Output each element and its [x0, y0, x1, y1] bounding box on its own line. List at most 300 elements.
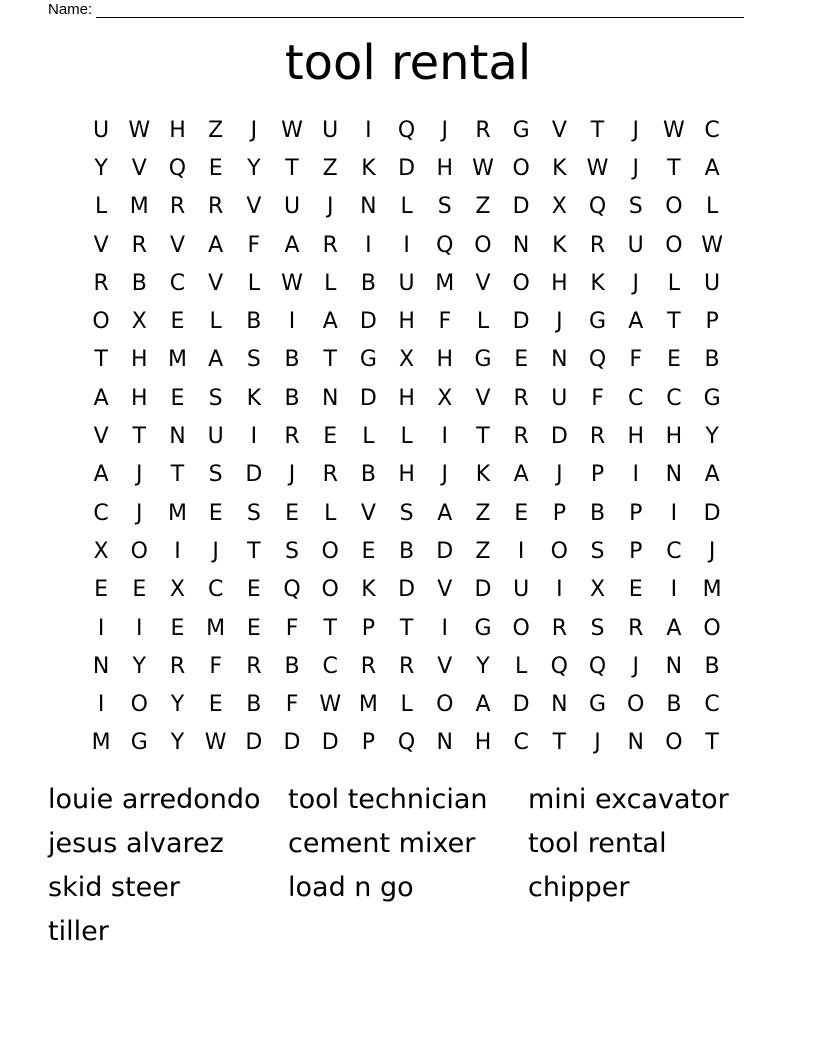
grid-letter: S	[246, 500, 261, 526]
grid-letter: Z	[475, 538, 491, 564]
grid-letter: Y	[132, 653, 146, 679]
grid-letter: H	[169, 117, 186, 143]
word-list-item: jesus alvarez	[48, 828, 224, 859]
grid-letter: G	[589, 692, 607, 718]
grid-letter: R	[169, 653, 186, 679]
grid-letter: W	[281, 117, 303, 143]
grid-letter: R	[322, 232, 338, 258]
grid-letter: Q	[397, 117, 416, 143]
grid-letter: H	[627, 424, 644, 450]
grid-letter: L	[705, 194, 719, 220]
word-list-item: cement mixer	[288, 828, 476, 859]
grid-letter: X	[399, 347, 415, 373]
grid-letter: D	[512, 309, 530, 335]
grid-letter: U	[93, 117, 110, 143]
grid-letter: Z	[322, 155, 338, 181]
grid-letter: A	[208, 232, 224, 258]
grid-letter: V	[437, 577, 453, 603]
grid-letter: G	[130, 730, 148, 756]
grid-letter: E	[170, 385, 185, 411]
grid-letter: R	[513, 424, 529, 450]
grid-letter: K	[361, 577, 376, 603]
grid-letter: L	[476, 309, 490, 335]
grid-letter: I	[556, 577, 563, 603]
grid-letter: I	[365, 117, 372, 143]
grid-letter: Q	[588, 194, 607, 220]
grid-letter: A	[513, 462, 529, 488]
grid-letter: L	[515, 653, 528, 679]
grid-letter: C	[169, 270, 186, 296]
grid-letter: J	[708, 538, 716, 564]
grid-letter: T	[476, 424, 490, 450]
grid-letter: V	[437, 653, 453, 679]
grid-letter: N	[436, 730, 454, 756]
grid-letter: T	[667, 155, 681, 181]
grid-letter: J	[556, 309, 563, 335]
grid-letter: L	[400, 424, 413, 450]
grid-letter: E	[666, 347, 681, 373]
grid-letter: D	[245, 462, 263, 488]
grid-letter: T	[590, 117, 605, 143]
grid-letter: E	[285, 500, 299, 526]
grid-letter: O	[512, 270, 530, 296]
grid-letter: B	[131, 270, 147, 296]
grid-letter: R	[360, 653, 377, 679]
word-list-item: louie arredondo	[48, 784, 261, 815]
grid-letter: N	[665, 462, 683, 488]
grid-letter: J	[594, 730, 601, 756]
grid-letter: Q	[397, 730, 416, 756]
grid-letter: R	[475, 117, 491, 143]
grid-letter: I	[403, 232, 410, 258]
grid-letter: U	[398, 270, 415, 296]
grid-letter: X	[169, 577, 185, 603]
grid-letter: U	[627, 232, 644, 258]
grid-letter: T	[247, 538, 261, 564]
word-list-item: chipper	[528, 872, 630, 903]
grid-letter: D	[321, 730, 339, 756]
grid-letter: E	[132, 577, 147, 603]
grid-letter: M	[435, 270, 455, 296]
grid-letter: K	[552, 155, 567, 181]
grid-letter: W	[472, 155, 494, 181]
grid-letter: R	[589, 232, 606, 258]
grid-letter: W	[319, 692, 342, 718]
grid-letter: V	[475, 385, 491, 411]
grid-letter: D	[512, 692, 530, 718]
grid-letter: D	[245, 730, 263, 756]
grid-letter: U	[551, 385, 568, 411]
grid-letter: L	[209, 309, 222, 335]
grid-letter: G	[359, 347, 377, 373]
grid-letter: V	[93, 424, 109, 450]
grid-letter: I	[97, 692, 105, 718]
grid-letter: C	[704, 692, 720, 718]
grid-letter: E	[208, 500, 223, 526]
grid-letter: X	[551, 194, 567, 220]
grid-letter: M	[129, 194, 149, 220]
name-label: Name:	[48, 1, 93, 18]
grid-letter: N	[92, 653, 110, 679]
grid-letter: J	[632, 270, 639, 296]
grid-letter: U	[207, 424, 224, 450]
grid-letter: X	[589, 577, 606, 603]
grid-letter: S	[208, 462, 223, 488]
grid-letter: C	[207, 577, 224, 603]
grid-letter: O	[550, 538, 568, 564]
grid-letter: J	[556, 462, 563, 488]
grid-letter: W	[586, 155, 609, 181]
grid-letter: M	[358, 692, 378, 718]
grid-letter: I	[632, 462, 639, 488]
grid-letter: U	[322, 117, 339, 143]
grid-letter: M	[167, 347, 187, 373]
grid-letter: K	[552, 232, 567, 258]
grid-letter: R	[628, 615, 644, 641]
grid-letter: R	[93, 270, 109, 296]
grid-letter: J	[441, 462, 449, 488]
grid-letter: M	[91, 730, 111, 756]
grid-letter: X	[93, 538, 109, 564]
grid-letter: J	[441, 117, 449, 143]
grid-letter: I	[365, 232, 372, 258]
grid-letter: L	[667, 270, 681, 296]
grid-letter: T	[552, 730, 567, 756]
grid-letter: D	[512, 194, 530, 220]
grid-letter: B	[284, 347, 300, 373]
grid-letter: V	[360, 500, 376, 526]
grid-letter: L	[324, 270, 337, 296]
grid-letter: W	[701, 232, 723, 258]
grid-letter: S	[208, 385, 223, 411]
grid-letter: F	[629, 347, 643, 373]
grid-letter: I	[517, 538, 525, 564]
grid-letter: T	[399, 615, 414, 641]
grid-letter: D	[550, 424, 568, 450]
grid-letter: J	[632, 653, 639, 679]
word-list-item: load n go	[288, 872, 414, 903]
grid-letter: D	[398, 577, 416, 603]
grid-letter: Y	[170, 730, 185, 756]
grid-letter: P	[629, 500, 643, 526]
page-title: tool rental	[284, 35, 532, 91]
grid-letter: I	[441, 424, 449, 450]
grid-letter: E	[94, 577, 109, 603]
grid-letter: S	[285, 538, 300, 564]
grid-letter: P	[361, 615, 376, 641]
grid-letter: H	[665, 424, 683, 450]
grid-letter: T	[323, 615, 337, 641]
grid-letter: O	[512, 615, 530, 641]
grid-letter: D	[359, 385, 377, 411]
grid-letter: X	[437, 385, 453, 411]
word-list	[48, 778, 768, 954]
grid-letter: D	[436, 538, 454, 564]
grid-letter: Z	[475, 194, 491, 220]
grid-letter: J	[288, 462, 296, 488]
grid-letter: Y	[247, 155, 261, 181]
grid-letter: W	[663, 117, 685, 143]
grid-letter: H	[398, 385, 415, 411]
word-list-item: tool technician	[288, 784, 488, 815]
grid-letter: D	[474, 577, 492, 603]
grid-letter: Y	[170, 692, 185, 718]
grid-letter: O	[321, 577, 339, 603]
grid-letter: S	[246, 347, 261, 373]
grid-letter: L	[324, 500, 337, 526]
grid-letter: T	[285, 155, 299, 181]
grid-letter: E	[208, 155, 223, 181]
grid-letter: L	[400, 692, 413, 718]
grid-letter: O	[436, 692, 454, 718]
grid-letter: I	[250, 424, 258, 450]
grid-letter: I	[670, 500, 678, 526]
grid-letter: V	[246, 194, 262, 220]
grid-letter: C	[322, 653, 338, 679]
grid-letter: B	[704, 347, 720, 373]
grid-letter: U	[283, 194, 301, 220]
grid-letter: L	[94, 194, 108, 220]
grid-letter: N	[551, 692, 568, 718]
grid-letter: U	[513, 577, 530, 603]
grid-letter: C	[666, 385, 682, 411]
grid-letter: A	[666, 615, 682, 641]
grid-letter: F	[285, 692, 299, 718]
grid-letter: Q	[588, 653, 607, 679]
grid-letter: R	[322, 462, 338, 488]
grid-letter: I	[136, 615, 143, 641]
grid-letter: B	[360, 270, 376, 296]
grid-letter: I	[97, 615, 105, 641]
grid-letter: V	[93, 232, 109, 258]
name-field	[48, 0, 744, 18]
grid-letter: H	[398, 462, 415, 488]
grid-letter: N	[512, 232, 530, 258]
grid-letter: K	[246, 385, 262, 411]
grid-letter: V	[475, 270, 491, 296]
grid-letter: S	[590, 538, 605, 564]
grid-letter: L	[362, 424, 375, 450]
grid-letter: V	[131, 155, 147, 181]
grid-letter: F	[438, 309, 452, 335]
grid-letter: J	[136, 462, 143, 488]
grid-letter: A	[628, 309, 644, 335]
grid-letter: J	[136, 500, 143, 526]
grid-letter: R	[589, 424, 606, 450]
grid-letter: F	[285, 615, 299, 641]
grid-letter: F	[247, 232, 261, 258]
grid-letter: A	[437, 500, 453, 526]
grid-letter: C	[666, 538, 682, 564]
grid-letter: V	[208, 270, 224, 296]
grid-letter: M	[206, 615, 226, 641]
word-list-item: tool rental	[528, 828, 667, 859]
grid-letter: R	[208, 194, 224, 220]
grid-letter: T	[132, 424, 146, 450]
grid-letter: O	[474, 232, 492, 258]
grid-letter: M	[702, 577, 722, 603]
grid-letter: A	[475, 692, 491, 718]
grid-letter: H	[131, 385, 148, 411]
grid-letter: C	[704, 117, 720, 143]
grid-letter: A	[322, 309, 338, 335]
grid-letter: E	[323, 424, 338, 450]
grid-letter: H	[436, 155, 454, 181]
grid-letter: A	[284, 232, 300, 258]
grid-letter: E	[246, 615, 261, 641]
grid-letter: Q	[283, 577, 301, 603]
grid-letter: Y	[476, 653, 490, 679]
grid-letter: X	[131, 309, 147, 335]
grid-letter: G	[512, 117, 530, 143]
grid-letter: Y	[705, 424, 719, 450]
grid-letter: A	[208, 347, 224, 373]
grid-letter: P	[629, 538, 643, 564]
grid-letter: B	[589, 500, 606, 526]
word-list-item: mini excavator	[528, 784, 729, 815]
grid-letter: F	[591, 385, 604, 411]
grid-letter: S	[628, 194, 643, 220]
grid-letter: Q	[588, 347, 607, 373]
grid-letter: P	[705, 309, 719, 335]
grid-letter: K	[475, 462, 491, 488]
grid-letter: C	[628, 385, 644, 411]
grid-letter: V	[169, 232, 185, 258]
grid-letter: U	[704, 270, 721, 296]
grid-letter: E	[514, 347, 529, 373]
grid-letter: J	[326, 194, 334, 220]
grid-letter: L	[400, 194, 413, 220]
grid-letter: A	[704, 155, 720, 181]
grid-letter: R	[131, 232, 147, 258]
grid-letter: N	[665, 653, 683, 679]
grid-letter: B	[284, 653, 300, 679]
grid-letter: F	[209, 653, 222, 679]
word-list-item: tiller	[48, 916, 109, 947]
grid-letter: O	[665, 232, 683, 258]
grid-letter: K	[361, 155, 376, 181]
grid-letter: D	[703, 500, 721, 526]
grid-letter: S	[590, 615, 605, 641]
grid-letter: W	[128, 117, 151, 143]
grid-letter: P	[361, 730, 376, 756]
grid-letter: B	[666, 692, 682, 718]
grid-letter: G	[474, 615, 492, 641]
grid-letter: M	[167, 500, 187, 526]
grid-letter: O	[512, 155, 530, 181]
grid-letter: R	[246, 653, 262, 679]
grid-letter: H	[398, 309, 415, 335]
grid-letter: Q	[168, 155, 187, 181]
grid-letter: Y	[94, 155, 108, 181]
grid-letter: T	[323, 347, 337, 373]
grid-letter: E	[514, 500, 529, 526]
grid-letter: C	[93, 500, 109, 526]
grid-letter: I	[441, 615, 449, 641]
grid-letter: D	[359, 309, 377, 335]
grid-letter: L	[247, 270, 260, 296]
grid-letter: J	[632, 155, 639, 181]
name-underline	[96, 3, 744, 18]
grid-letter: N	[627, 730, 644, 756]
letter-grid	[82, 111, 731, 762]
grid-letter: B	[246, 692, 262, 718]
grid-letter: D	[398, 155, 416, 181]
grid-letter: S	[399, 500, 414, 526]
grid-letter: N	[360, 194, 377, 220]
grid-letter: B	[246, 309, 262, 335]
grid-letter: J	[212, 538, 219, 564]
grid-letter: G	[589, 309, 607, 335]
grid-letter: E	[246, 577, 261, 603]
grid-letter: W	[204, 730, 227, 756]
grid-letter: B	[360, 462, 376, 488]
grid-letter: E	[208, 692, 223, 718]
grid-letter: J	[250, 117, 258, 143]
grid-letter: G	[474, 347, 492, 373]
grid-letter: D	[283, 730, 301, 756]
grid-letter: O	[665, 194, 683, 220]
grid-letter: J	[632, 117, 639, 143]
grid-letter: H	[436, 347, 454, 373]
grid-letter: R	[551, 615, 567, 641]
grid-letter: T	[667, 309, 681, 335]
grid-letter: I	[174, 538, 181, 564]
grid-letter: O	[627, 692, 645, 718]
grid-letter: W	[281, 270, 303, 296]
grid-letter: R	[169, 194, 186, 220]
grid-letter: K	[590, 270, 605, 296]
grid-letter: O	[92, 309, 110, 335]
grid-letter: T	[170, 462, 185, 488]
grid-letter: G	[703, 385, 721, 411]
grid-letter: S	[437, 194, 452, 220]
grid-letter: E	[628, 577, 643, 603]
grid-letter: T	[705, 730, 719, 756]
grid-letter: B	[399, 538, 415, 564]
grid-letter: O	[130, 692, 148, 718]
grid-letter: A	[704, 462, 720, 488]
grid-letter: C	[513, 730, 529, 756]
grid-letter: H	[131, 347, 148, 373]
grid-letter: Q	[550, 653, 568, 679]
grid-letter: N	[321, 385, 339, 411]
grid-letter: I	[670, 577, 678, 603]
grid-letter: O	[703, 615, 721, 641]
grid-letter: N	[551, 347, 568, 373]
grid-letter: P	[590, 462, 605, 488]
grid-letter: V	[551, 117, 567, 143]
grid-letter: Z	[475, 500, 491, 526]
grid-letter: H	[474, 730, 492, 756]
word-list-item: skid steer	[48, 872, 180, 903]
grid-letter: E	[170, 309, 185, 335]
grid-letter: O	[130, 538, 148, 564]
grid-letter: R	[398, 653, 415, 679]
grid-letter: N	[169, 424, 186, 450]
grid-letter: Q	[436, 232, 454, 258]
grid-letter: Z	[208, 117, 224, 143]
grid-letter: B	[704, 653, 720, 679]
grid-letter: I	[288, 309, 296, 335]
grid-letter: P	[552, 500, 566, 526]
grid-letter: H	[551, 270, 568, 296]
grid-letter: T	[94, 347, 108, 373]
grid-letter: O	[665, 730, 683, 756]
grid-letter: R	[513, 385, 529, 411]
grid-letter: A	[93, 385, 109, 411]
grid-letter: B	[284, 385, 300, 411]
